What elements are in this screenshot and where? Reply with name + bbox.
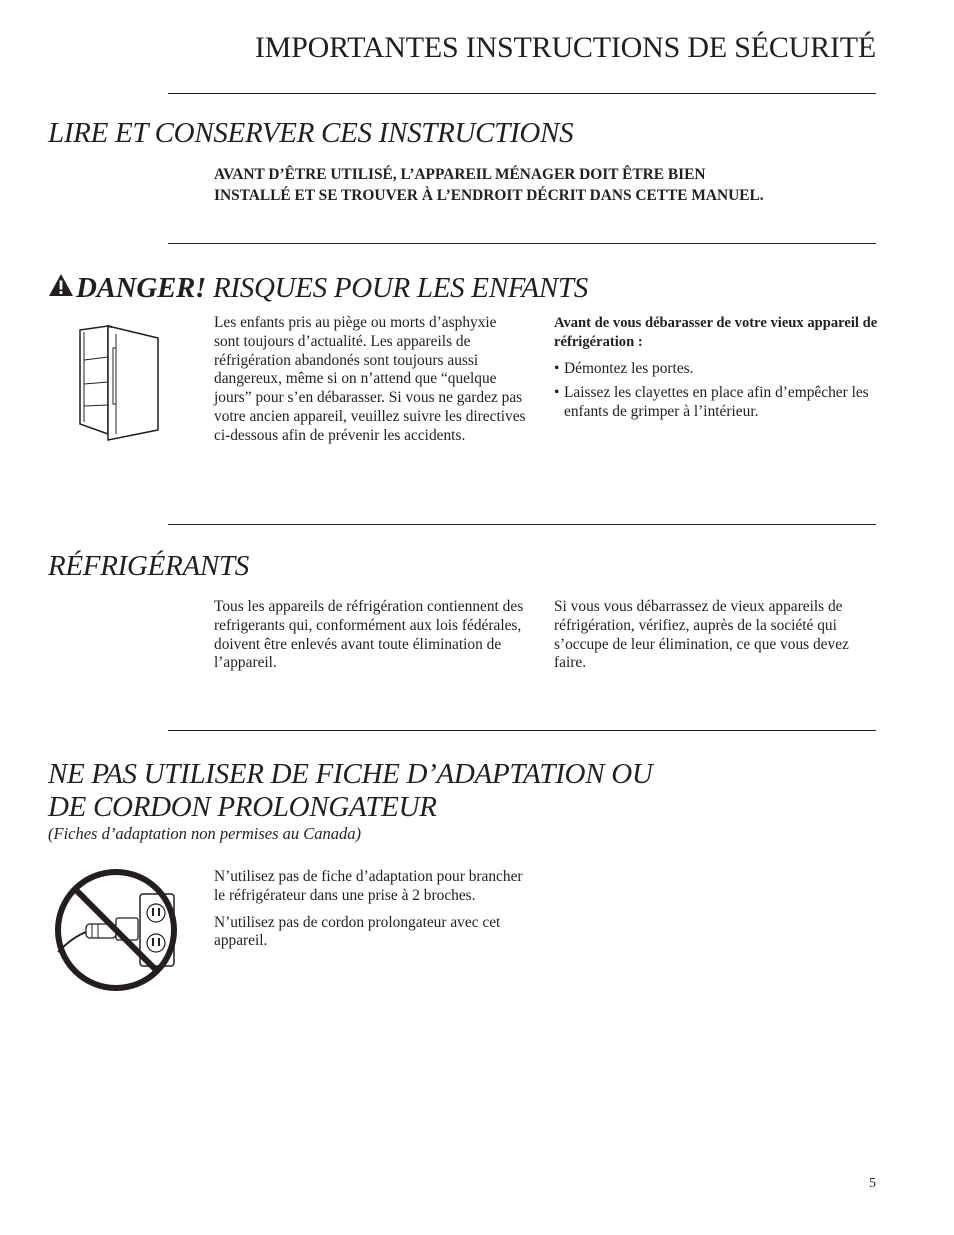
divider: [168, 243, 876, 244]
divider: [168, 730, 876, 731]
page-title: IMPORTANTES INSTRUCTIONS DE SÉCURITÉ: [254, 31, 876, 64]
adapter-text: [214, 868, 529, 951]
section-title-adapter: [48, 758, 652, 824]
adapter-paragraph-1: N’utilisez pas de fiche d’adaptation pour brancher le réfrigérateur dans une prise à 2 broches.: [214, 868, 523, 904]
danger-instructions: [554, 314, 878, 428]
danger-body-text: Les enfants pris au piège ou morts d’asphyxie sont toujours d’actualité. Les appareils de réfrigération abandonés sont toujours aussi dangereux, même si on n’attend que “quelque jours” pour s’en débarasser. Si vous ne gardez pas votre ancien appareil, veuillez suivre les directives ci-dessous afin de prévenir les accidents.: [214, 314, 526, 444]
adapter-title-line-1: NE PAS UTILISER DE FICHE D’ADAPTATION OU: [48, 758, 653, 790]
divider: [168, 524, 876, 525]
danger-label: DANGER!: [76, 272, 207, 304]
adapter-paragraph-2: N’utilisez pas de cordon prolongateur avec cet appareil.: [214, 913, 501, 950]
refrigerants-right-text: Si vous vous débarrassez de vieux appareils de réfrigération, vérifiez, auprès de la société qui s’occupe de leur élimination, ce que vous devez faire.: [554, 598, 849, 672]
installation-notice-line-2: INSTALLÉ ET SE TROUVER À L’ENDROIT DÉCRIT DANS CETTE MANUEL.: [214, 187, 764, 204]
danger-title-text: RISQUES POUR LES ENFANTS: [206, 272, 588, 304]
installation-notice-line-1: AVANT D’ÊTRE UTILISÉ, L’APPAREIL MÉNAGER DOIT ÊTRE BIEN: [214, 166, 706, 183]
section-title-danger: [48, 271, 588, 305]
adapter-title-line-2: DE CORDON PROLONGATEUR: [48, 791, 437, 823]
list-item: • Laissez les clayettes en place afin d’empêcher les enfants de grimper à l’intérieur.: [554, 384, 869, 421]
no-adapter-plug-prohibited-icon: [50, 866, 186, 996]
divider: [168, 93, 876, 94]
section-title-refrigerants: RÉFRIGÉRANTS: [48, 550, 249, 582]
refrigerator-open-door-icon: [72, 322, 168, 442]
adapter-subtitle: (Fiches d’adaptation non permises au Canada): [48, 824, 362, 843]
list-item: • Démontez les portes.: [554, 359, 694, 377]
installation-notice: [214, 164, 894, 206]
page-number: 5: [869, 1176, 876, 1191]
before-disposal-heading: Avant de vous débarasser de votre vieux appareil de réfrigération :: [554, 315, 878, 350]
warning-triangle-icon: [48, 273, 74, 297]
refrigerants-left-text: Tous les appareils de réfrigération contiennent des refrigerants qui, conformément aux lois fédérales, doivent être enlevés avant toute élimination de l’appareil.: [214, 598, 524, 672]
section-title-read-save: LIRE ET CONSERVER CES INSTRUCTIONS: [48, 117, 574, 149]
